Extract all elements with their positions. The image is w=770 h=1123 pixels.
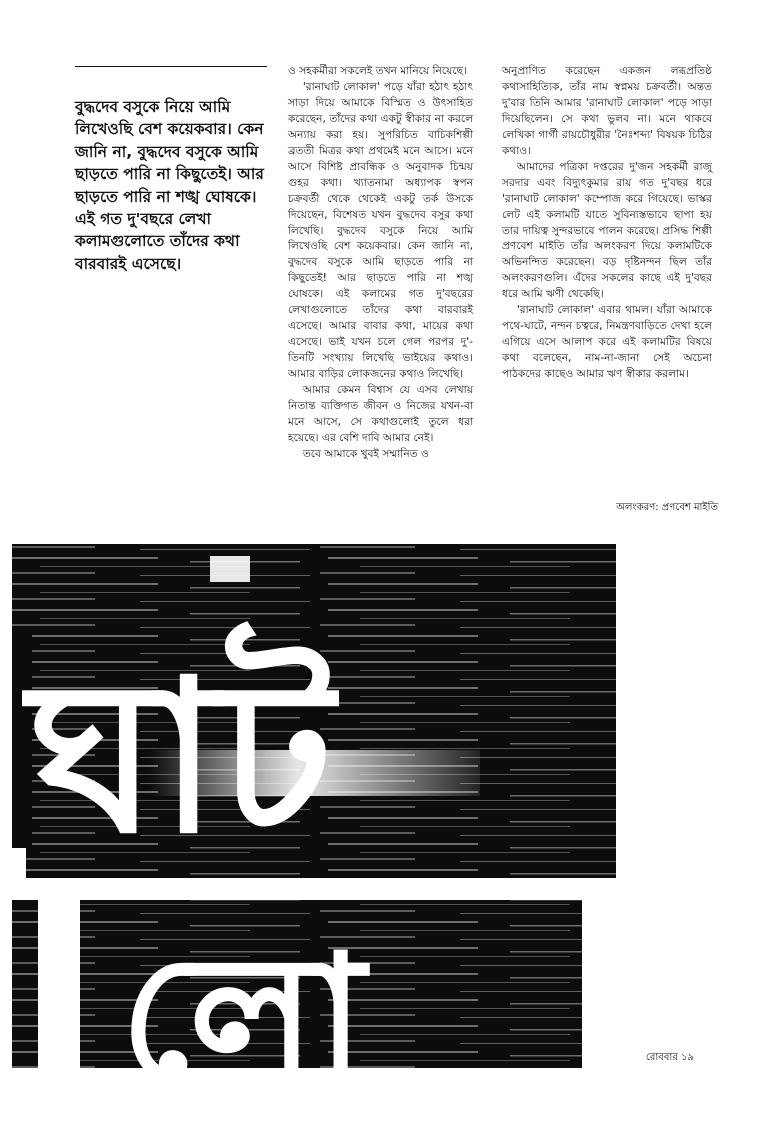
brush-artwork	[0, 528, 770, 1088]
paragraph: আমার কেমন বিশ্বাস যে এসব লেখায় নিতান্ত ব্যক্তিগত জীবন ও নিজের যখন-বা মনে আসে, সে কথাগুলোই তুলে ধরা হয়েছে। এর বেশি দাবি আমার নেই।	[288, 384, 473, 444]
brush-band-top	[12, 544, 616, 628]
paragraph: 'রানাঘাট লোকাল' পড়ে যাঁরা হঠাৎ হঠাৎ সাড়া দিয়ে আমাকে বিস্মিত ও উৎসাহিত করেছেন, তাঁদের কথা একটু স্বীকার না করলে অন্যায় করা হয়। সুপরিচিত বাচিকশিল্পী ব্রততী মিত্রর কথা প্রথমেই মনে আসে। মনে আসে বিশিষ্ট প্রাবন্ধিক ও অনুবাদক চিন্ময় গুহর কথা। খ্যাতনামা অধ্যাপক স্বপন চক্রবর্তী থেকে থেকেই একটু তর্ক উসকে দিয়েছেন, বিশেষত যখন বুদ্ধদেব বসুর কথা লিখেছি। বুদ্ধদেব বসুকে নিয়ে আমি লিখেওছি বেশ কয়েকবার। কেন জানি না, বুদ্ধদেব বসুকে আমি ছাড়তে পারি না কিছুতেই! আর ছাড়তে পারি না শঙ্খ ঘোষকে। এই কলামের গত দু'বছরের লেখাগুলোতে তাঁদের কথা বারবারই এসেছে। আমার বাবার কথা, মায়ের কথা এসেছে। ভাই যখন চলে গেল পরপর দু'-তিনটি সংখ্যায় লিখেছি ভাইয়ের কথাও। আমার বাড়ির লোকজনের কথাও লিখেছি।	[288, 80, 473, 381]
article-column-2	[288, 64, 473, 463]
paragraph: তবে আমাকে খুবই সম্মানিত ও	[302, 447, 429, 460]
artwork-letters-upper: ঘাট	[28, 635, 334, 880]
paragraph: অনুপ্রাণিত করেছেন একজন লব্ধপ্রতিষ্ঠ কথাসাহিত্যিক, তাঁর নাম স্বপ্নময় চক্রবর্তী। অন্তত দু'বার তিনি আমার 'রানাঘাট লোকাল' পড়ে সাড়া দিয়েছিলেন। সে কথা ভুলব না। মনে থাকবে লেখিকা গার্গী রায়চৌধুরীর 'নৈঃশব্দ্য' বিষয়ক চিঠির কথাও।	[502, 65, 712, 157]
top-rule	[75, 66, 267, 67]
pull-quote: বুদ্ধদেব বসুকে নিয়ে আমি লিখেওছি বেশ কয়েকবার। কেন জানি না, বুদ্ধদেব বসুকে আমি ছাড়তে পারি না কিছুতেই। আর ছাড়তে পারি না শঙ্খ ঘোষকে। এই গত দু'বছরে লেখা কলামগুলোতে তাঁদের কথা বারবারই এসেছে।	[75, 98, 264, 273]
paragraph: 'রানাঘাট লোকাল' এবার থামল। যাঁরা আমাকে পথে-ঘাটে, নন্দন চত্বরে, নিমন্ত্রণবাড়িতে দেখা হলে এগিয়ে এসে আলাপ করে এই কলামটির বিষয়ে কথা বলেছেন, নাম-না-জানা সেই অচেনা পাঠকদের কাছেও আমার ঋণ স্বীকার করলাম।	[502, 304, 712, 381]
artwork-letters-lower: লো	[120, 919, 365, 1088]
article-column-3	[502, 64, 712, 383]
illustration-credit: অলংকরণ: প্রণবেশ মাইতি	[616, 502, 718, 513]
paragraph: ও সহকর্মীরা সকলেই তখন মানিয়ে নিয়েছে।	[288, 65, 467, 77]
page-folio: রোববার ১৯	[645, 1052, 694, 1063]
paragraph: আমাদের পত্রিকা দপ্তরের দু'জন সহকর্মী রাজু সরদার এবং বিদ্যুৎকুমার রায় গত দু'বছর ধরে 'রানাঘাট লোকাল' কম্পোজ করে গিয়েছে। ভাস্কর লেট এই কলামটি যাতে সুবিন্যস্তভাবে ছাপা হয় তার দায়িত্ব সুন্দরভাবে পালন করেছে। প্রসিদ্ধ শিল্পী প্রণবেশ মাইতি তাঁর অলংকরণ দিয়ে কলামটিকে অভিনন্দিত করেছেন। বড় দৃষ্টিনন্দন ছিল তাঁর অলংকরণগুলি। এঁদের সকলের কাছে এই দু'বছর ধরে আমি ঋণী থেকেছি।	[502, 160, 712, 301]
